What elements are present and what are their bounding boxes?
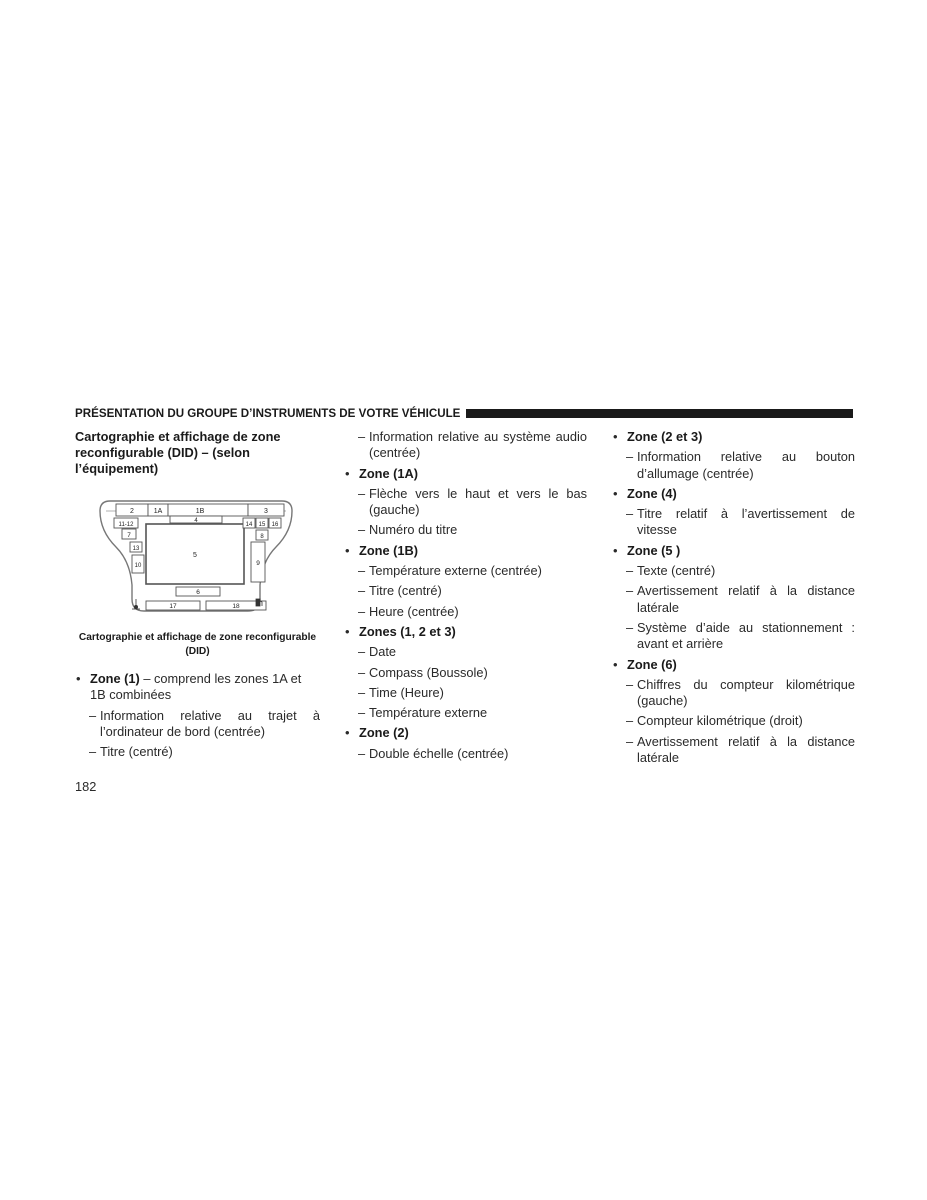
list-item-text: Information relative au système audio (centrée) xyxy=(369,429,587,461)
list-item: – Information relative au système audio (centrée) xyxy=(358,429,587,461)
list-item: – Compteur kilométrique (droit) xyxy=(626,713,803,729)
zone-3-label: 3 xyxy=(264,508,268,515)
zone-5-heading: Zone (5 ) xyxy=(627,542,681,558)
list-item-text: Compteur kilométrique (droit) xyxy=(637,713,803,729)
zone-9-label: 9 xyxy=(256,560,260,567)
list-item-text: Compass (Boussole) xyxy=(369,664,488,680)
column-2 xyxy=(344,429,587,766)
zones-1-2-3-entry xyxy=(344,624,587,640)
list-item-text: Information relative au trajet à l’ordinateur de bord (centrée) xyxy=(100,707,320,739)
header-rule xyxy=(466,409,853,418)
zone-2-label: 2 xyxy=(130,508,134,515)
column-3 xyxy=(612,429,855,770)
did-zone-map-diagram xyxy=(96,495,296,615)
list-item: – Température externe xyxy=(358,705,488,721)
list-item-text: Time (Heure) xyxy=(369,684,444,700)
zone-16-label: 16 xyxy=(271,522,279,528)
list-item-text: Avertissement relatif à la distance latérale xyxy=(637,733,855,766)
zone-1b-label: 1B xyxy=(195,508,205,515)
list-item: – Compass (Boussole) xyxy=(358,664,488,680)
list-item: – Titre (centré) xyxy=(89,744,173,760)
list-item: – Flèche vers le haut et vers le bas (gauche) xyxy=(358,485,587,518)
zone-1-label: Zone (1) xyxy=(90,671,140,686)
zone-4-label: 4 xyxy=(194,518,198,524)
zones-1-2-3-heading: Zones (1, 2 et 3) xyxy=(359,623,456,639)
list-item-text: Flèche vers le haut et vers le bas (gauche) xyxy=(369,485,587,518)
zone-2-3-heading: Zone (2 et 3) xyxy=(627,429,703,444)
list-item-text: Avertissement relatif à la distance latérale xyxy=(637,583,855,615)
zone-1-entry xyxy=(75,671,320,704)
bullet-dot: • xyxy=(613,485,618,501)
did-zone-map-figure xyxy=(96,495,296,615)
bullet-dot: • xyxy=(345,465,350,481)
zone-4-heading: Zone (4) xyxy=(627,485,677,501)
list-item: – Numéro du titre xyxy=(358,522,458,538)
list-item-text: Texte (centré) xyxy=(637,563,716,579)
zone-1a-entry xyxy=(344,466,587,482)
zone-8-label: 8 xyxy=(260,534,264,540)
bullet-dot: • xyxy=(345,542,350,558)
bullet-dot: • xyxy=(345,623,350,639)
zone-2-3-entry xyxy=(612,429,855,445)
section-title: Cartographie et affichage de zone reconfigurable (DID) – (selon l’équipement) xyxy=(75,429,281,476)
zone-5-entry xyxy=(612,543,855,559)
zone-2-heading: Zone (2) xyxy=(359,725,409,741)
list-item-text: Titre (centré) xyxy=(369,583,442,599)
list-item: – Température externe (centrée) xyxy=(358,563,542,579)
zone-1-description: – comprend les zones 1A et 1B combinées xyxy=(90,671,302,703)
list-item-text: Température externe (centrée) xyxy=(369,563,542,579)
list-item: – Avertissement relatif à la distance latérale xyxy=(626,583,855,615)
bullet-dot: • xyxy=(76,671,81,686)
zone-18-label: 18 xyxy=(232,603,240,610)
list-item: – Texte (centré) xyxy=(626,563,716,579)
page-number: 182 xyxy=(75,779,97,794)
zone-6-label: 6 xyxy=(196,589,200,596)
zone-14-label: 14 xyxy=(245,522,253,528)
list-item-text: Date xyxy=(369,644,397,660)
list-item: – Double échelle (centrée) xyxy=(358,745,509,761)
list-item: – Information relative au trajet à l’ordinateur de bord (centrée) xyxy=(89,707,320,739)
list-item: – Heure (centrée) xyxy=(358,603,459,619)
header-title: PRÉSENTATION DU GROUPE D’INSTRUMENTS DE VOTRE VÉHICULE xyxy=(75,406,461,420)
zone-1b-entry xyxy=(344,543,587,559)
zone-6-entry xyxy=(612,657,855,673)
zone-10-label: 10 xyxy=(134,563,142,569)
zone-1a-label: 1A xyxy=(153,508,163,515)
list-item: – Time (Heure) xyxy=(358,684,444,700)
bullet-dot: • xyxy=(613,429,618,444)
list-item-text: Système d’aide au stationnement : avant et arrière xyxy=(637,619,855,652)
list-item: – Chiffres du compteur kilométrique (gauche) xyxy=(626,676,855,709)
list-item-text: Titre (centré) xyxy=(100,744,173,760)
zone-5-label: 5 xyxy=(193,552,197,559)
list-item-text: Information relative au bouton d’allumage (centrée) xyxy=(637,449,855,481)
bullet-dot: • xyxy=(613,542,618,558)
zone-17-label: 17 xyxy=(169,603,177,610)
zone-1a-heading: Zone (1A) xyxy=(359,465,419,481)
zone-6-heading: Zone (6) xyxy=(627,656,677,672)
zone-13-label: 13 xyxy=(132,546,140,552)
zone-1b-heading: Zone (1B) xyxy=(359,542,419,558)
zone-7-label: 7 xyxy=(127,532,131,539)
list-item: – Information relative au bouton d’allumage (centrée) xyxy=(626,449,855,481)
list-item-text: Numéro du titre xyxy=(369,522,458,538)
zone-1b-box xyxy=(168,504,248,516)
list-item: – Système d’aide au stationnement : avant et arrière xyxy=(626,619,855,652)
bullet-dot: • xyxy=(345,725,350,741)
zone-2-entry xyxy=(344,725,587,741)
list-item-text: Titre relatif à l’avertissement de vitesse xyxy=(637,506,855,538)
list-item: – Date xyxy=(358,644,397,660)
page-header xyxy=(75,405,853,421)
list-item: – Titre (centré) xyxy=(358,583,442,599)
figure-caption: Cartographie et affichage de zone reconfigurable (DID) xyxy=(78,632,317,657)
bullet-dot: • xyxy=(613,656,618,672)
zone-15-label: 15 xyxy=(258,522,266,528)
list-item-text: Heure (centrée) xyxy=(369,603,459,619)
list-item: – Titre relatif à l’avertissement de vitesse xyxy=(626,506,855,538)
list-item-text: Double échelle (centrée) xyxy=(369,745,509,761)
zone-11-12-label: 11-12 xyxy=(118,522,134,528)
list-item-text: Température externe xyxy=(369,705,488,721)
list-item: – Avertissement relatif à la distance latérale xyxy=(626,733,855,766)
list-item-text: Chiffres du compteur kilométrique (gauche) xyxy=(637,676,855,709)
column-1 xyxy=(75,429,320,764)
zone-4-entry xyxy=(612,486,855,502)
